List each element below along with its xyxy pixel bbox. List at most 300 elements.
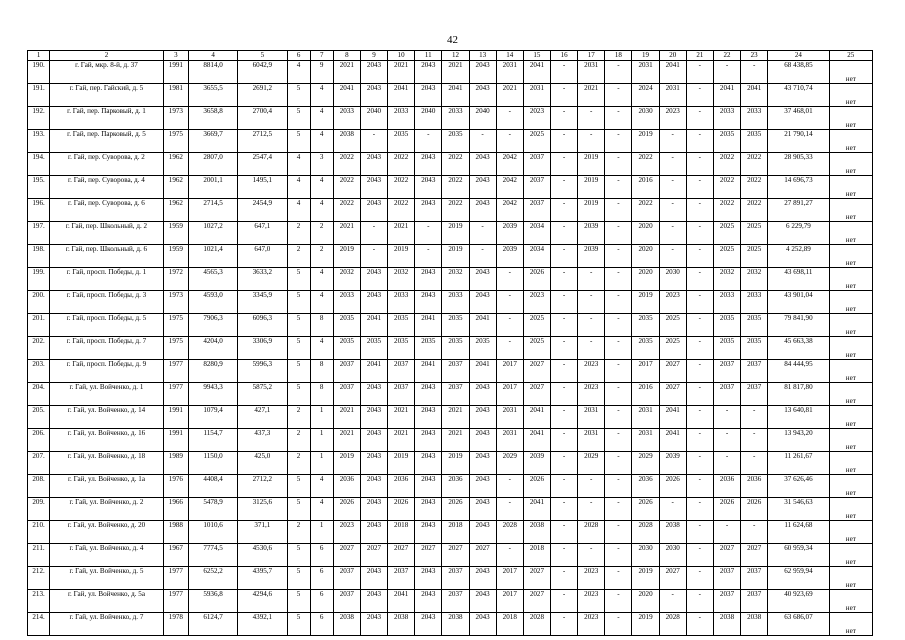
table-cell-col-21: -	[686, 199, 713, 222]
table-cell-col-11: -	[415, 222, 442, 245]
column-number-25: 25	[829, 51, 872, 61]
table-cell-col-23: 2025	[741, 222, 768, 245]
table-cell-col-22: 2035	[713, 130, 740, 153]
table-row	[28, 613, 873, 636]
table-cell-col-12: 2027	[442, 544, 469, 567]
table-cell-col-2: г. Гай, просп. Победы, д. 9	[50, 360, 164, 383]
table-cell-col-2: г. Гай, мкр. 8-й, д. 37	[50, 61, 164, 84]
table-cell-col-15: 2026	[523, 475, 550, 498]
table-cell-col-21: -	[686, 337, 713, 360]
table-cell-col-9: 2043	[360, 590, 387, 613]
table-cell-col-19: 2016	[632, 383, 659, 406]
table-cell-col-3: 1991	[163, 429, 188, 452]
table-cell-col-15: 2041	[523, 429, 550, 452]
table-cell-col-16: -	[551, 222, 578, 245]
table-cell-col-12: 2026	[442, 498, 469, 521]
table-cell-col-6: 5	[287, 544, 310, 567]
table-row	[28, 314, 873, 337]
table-cell-col-2: г. Гай, ул. Войченко, д. 18	[50, 452, 164, 475]
table-cell-col-4: 3655,5	[188, 84, 237, 107]
table-cell-col-21: -	[686, 406, 713, 429]
table-cell-col-2: г. Гай, пер. Гайский, д. 5	[50, 84, 164, 107]
table-cell-col-10: 2021	[388, 429, 415, 452]
table-cell-col-13: 2043	[469, 84, 496, 107]
table-cell-col-24: 4 252,89	[768, 245, 829, 268]
table-cell-col-19: 2020	[632, 268, 659, 291]
table-cell-col-5: 3306,9	[238, 337, 287, 360]
table-cell-col-5: 5996,3	[238, 360, 287, 383]
table-cell-col-21: -	[686, 176, 713, 199]
table-cell-col-13: 2043	[469, 153, 496, 176]
table-cell-col-21: -	[686, 291, 713, 314]
table-cell-col-7: 6	[310, 590, 333, 613]
table-cell-col-8: 2037	[333, 383, 360, 406]
table-cell-col-23: 2037	[741, 590, 768, 613]
table-cell-col-25: нет	[829, 337, 872, 360]
table-cell-col-16: -	[551, 452, 578, 475]
table-cell-col-1: 210.	[28, 521, 50, 544]
table-cell-col-11: 2043	[415, 475, 442, 498]
table-cell-col-14: -	[496, 291, 523, 314]
table-cell-col-16: -	[551, 199, 578, 222]
table-cell-col-8: 2038	[333, 613, 360, 636]
table-cell-col-25: нет	[829, 498, 872, 521]
table-cell-col-1: 206.	[28, 429, 50, 452]
table-cell-col-10: 2027	[388, 544, 415, 567]
table-cell-col-2: г. Гай, пер. Суворова, д. 4	[50, 176, 164, 199]
table-cell-col-17: 2023	[578, 567, 605, 590]
table-cell-col-25: нет	[829, 383, 872, 406]
table-cell-col-23: 2038	[741, 613, 768, 636]
table-cell-col-21: -	[686, 544, 713, 567]
table-cell-col-9: 2043	[360, 521, 387, 544]
table-cell-col-8: 2022	[333, 199, 360, 222]
table-cell-col-10: 2036	[388, 475, 415, 498]
table-cell-col-24: 43 698,11	[768, 268, 829, 291]
table-cell-col-1: 201.	[28, 314, 50, 337]
table-cell-col-12: 2018	[442, 521, 469, 544]
table-cell-col-21: -	[686, 590, 713, 613]
table-cell-col-25: нет	[829, 291, 872, 314]
table-cell-col-3: 1977	[163, 383, 188, 406]
table-cell-col-23: 2027	[741, 544, 768, 567]
table-cell-col-16: -	[551, 383, 578, 406]
table-cell-col-16: -	[551, 544, 578, 567]
table-cell-col-16: -	[551, 291, 578, 314]
table-cell-col-4: 1079,4	[188, 406, 237, 429]
table-cell-col-14: 2017	[496, 590, 523, 613]
table-cell-col-7: 2	[310, 245, 333, 268]
table-cell-col-17: 2029	[578, 452, 605, 475]
table-cell-col-16: -	[551, 360, 578, 383]
table-cell-col-14: 2031	[496, 61, 523, 84]
table-cell-col-7: 2	[310, 222, 333, 245]
table-cell-col-22: -	[713, 521, 740, 544]
table-cell-col-21: -	[686, 383, 713, 406]
table-cell-col-20: 2026	[659, 475, 686, 498]
table-cell-col-4: 6252,2	[188, 567, 237, 590]
table-cell-col-2: г. Гай, пер. Парковый, д. 5	[50, 130, 164, 153]
table-cell-col-21: -	[686, 314, 713, 337]
table-cell-col-22: 2025	[713, 222, 740, 245]
table-row	[28, 268, 873, 291]
table-cell-col-15: 2023	[523, 291, 550, 314]
table-cell-col-1: 192.	[28, 107, 50, 130]
table-cell-col-19: 2036	[632, 475, 659, 498]
table-cell-col-4: 6124,7	[188, 613, 237, 636]
table-cell-col-6: 5	[287, 613, 310, 636]
table-cell-col-12: 2041	[442, 84, 469, 107]
table-cell-col-24: 45 663,38	[768, 337, 829, 360]
table-cell-col-24: 43 901,04	[768, 291, 829, 314]
table-cell-col-13: 2043	[469, 61, 496, 84]
table-cell-col-5: 4294,6	[238, 590, 287, 613]
table-cell-col-25: нет	[829, 130, 872, 153]
table-cell-col-8: 2038	[333, 130, 360, 153]
table-cell-col-1: 199.	[28, 268, 50, 291]
table-cell-col-1: 211.	[28, 544, 50, 567]
table-cell-col-6: 5	[287, 107, 310, 130]
table-cell-col-5: 647,0	[238, 245, 287, 268]
table-row	[28, 475, 873, 498]
table-cell-col-22: 2025	[713, 245, 740, 268]
table-cell-col-25: нет	[829, 567, 872, 590]
table-cell-col-1: 194.	[28, 153, 50, 176]
table-cell-col-10: 2035	[388, 130, 415, 153]
table-cell-col-17: 2039	[578, 222, 605, 245]
table-cell-col-14: -	[496, 268, 523, 291]
table-cell-col-1: 207.	[28, 452, 50, 475]
table-cell-col-16: -	[551, 314, 578, 337]
table-row	[28, 176, 873, 199]
table-cell-col-6: 2	[287, 222, 310, 245]
table-cell-col-19: 2022	[632, 199, 659, 222]
table-cell-col-22: 2032	[713, 268, 740, 291]
table-cell-col-22: -	[713, 406, 740, 429]
table-cell-col-12: 2019	[442, 222, 469, 245]
table-cell-col-16: -	[551, 176, 578, 199]
table-cell-col-15: 2037	[523, 199, 550, 222]
table-cell-col-7: 4	[310, 84, 333, 107]
table-cell-col-16: -	[551, 406, 578, 429]
table-cell-col-23: 2032	[741, 268, 768, 291]
table-cell-col-19: 2031	[632, 406, 659, 429]
table-cell-col-18: -	[605, 360, 632, 383]
table-cell-col-25: нет	[829, 84, 872, 107]
table-cell-col-22: 2041	[713, 84, 740, 107]
table-cell-col-16: -	[551, 498, 578, 521]
table-cell-col-11: 2043	[415, 61, 442, 84]
column-number-7: 7	[310, 51, 333, 61]
housing-registry-table	[27, 50, 873, 636]
table-cell-col-5: 371,1	[238, 521, 287, 544]
table-cell-col-4: 4593,0	[188, 291, 237, 314]
table-cell-col-23: 2035	[741, 314, 768, 337]
table-cell-col-7: 4	[310, 268, 333, 291]
table-cell-col-18: -	[605, 475, 632, 498]
table-row	[28, 107, 873, 130]
table-cell-col-13: 2043	[469, 590, 496, 613]
table-cell-col-19: 2022	[632, 153, 659, 176]
table-cell-col-17: -	[578, 475, 605, 498]
table-cell-col-16: -	[551, 429, 578, 452]
table-cell-col-16: -	[551, 84, 578, 107]
table-cell-col-4: 5478,9	[188, 498, 237, 521]
table-cell-col-14: 2039	[496, 245, 523, 268]
table-cell-col-19: 2019	[632, 291, 659, 314]
table-cell-col-9: 2043	[360, 268, 387, 291]
table-cell-col-18: -	[605, 222, 632, 245]
table-cell-col-24: 40 923,69	[768, 590, 829, 613]
table-cell-col-1: 208.	[28, 475, 50, 498]
table-cell-col-8: 2026	[333, 498, 360, 521]
table-cell-col-20: 2025	[659, 314, 686, 337]
table-cell-col-3: 1975	[163, 130, 188, 153]
column-number-18: 18	[605, 51, 632, 61]
table-row	[28, 153, 873, 176]
table-cell-col-19: 2030	[632, 544, 659, 567]
table-cell-col-3: 1966	[163, 498, 188, 521]
table-cell-col-20: 2031	[659, 84, 686, 107]
table-cell-col-9: 2040	[360, 107, 387, 130]
table-cell-col-10: 2037	[388, 567, 415, 590]
table-cell-col-20: 2038	[659, 521, 686, 544]
table-cell-col-19: 2024	[632, 84, 659, 107]
table-cell-col-20: -	[659, 498, 686, 521]
table-row	[28, 84, 873, 107]
table-cell-col-20: 2023	[659, 107, 686, 130]
table-cell-col-6: 5	[287, 291, 310, 314]
table-cell-col-5: 2547,4	[238, 153, 287, 176]
table-cell-col-19: 2035	[632, 337, 659, 360]
table-cell-col-12: 2033	[442, 107, 469, 130]
table-cell-col-13: 2043	[469, 176, 496, 199]
table-row	[28, 291, 873, 314]
table-cell-col-10: 2022	[388, 176, 415, 199]
table-cell-col-5: 5875,2	[238, 383, 287, 406]
table-cell-col-20: -	[659, 176, 686, 199]
table-cell-col-1: 202.	[28, 337, 50, 360]
table-cell-col-16: -	[551, 613, 578, 636]
table-cell-col-3: 1978	[163, 613, 188, 636]
table-cell-col-21: -	[686, 130, 713, 153]
table-cell-col-14: 2017	[496, 567, 523, 590]
table-cell-col-4: 5936,8	[188, 590, 237, 613]
table-cell-col-6: 2	[287, 521, 310, 544]
table-cell-col-19: 2020	[632, 222, 659, 245]
table-cell-col-1: 203.	[28, 360, 50, 383]
table-cell-col-1: 196.	[28, 199, 50, 222]
table-cell-col-23: 2036	[741, 475, 768, 498]
table-body	[28, 61, 873, 636]
table-cell-col-18: -	[605, 383, 632, 406]
table-cell-col-21: -	[686, 107, 713, 130]
table-cell-col-22: 2035	[713, 337, 740, 360]
table-cell-col-5: 2691,2	[238, 84, 287, 107]
table-cell-col-9: 2043	[360, 498, 387, 521]
table-cell-col-1: 193.	[28, 130, 50, 153]
table-cell-col-10: 2022	[388, 153, 415, 176]
table-cell-col-4: 2001,1	[188, 176, 237, 199]
table-cell-col-10: 2026	[388, 498, 415, 521]
table-cell-col-8: 2035	[333, 314, 360, 337]
table-cell-col-19: 2030	[632, 107, 659, 130]
table-cell-col-11: 2043	[415, 199, 442, 222]
table-cell-col-15: 2039	[523, 452, 550, 475]
table-cell-col-18: -	[605, 130, 632, 153]
table-cell-col-3: 1991	[163, 406, 188, 429]
table-cell-col-1: 198.	[28, 245, 50, 268]
table-cell-col-21: -	[686, 567, 713, 590]
table-cell-col-6: 5	[287, 383, 310, 406]
table-cell-col-11: -	[415, 245, 442, 268]
table-cell-col-24: 14 696,73	[768, 176, 829, 199]
table-cell-col-17: 2031	[578, 61, 605, 84]
table-cell-col-2: г. Гай, пер. Школьный, д. 6	[50, 245, 164, 268]
table-cell-col-9: 2041	[360, 314, 387, 337]
table-cell-col-25: нет	[829, 429, 872, 452]
table-cell-col-22: 2036	[713, 475, 740, 498]
table-cell-col-19: 2017	[632, 360, 659, 383]
table-cell-col-5: 6096,3	[238, 314, 287, 337]
column-number-19: 19	[632, 51, 659, 61]
table-cell-col-24: 63 686,07	[768, 613, 829, 636]
table-cell-col-11: 2043	[415, 84, 442, 107]
table-cell-col-8: 2021	[333, 429, 360, 452]
table-cell-col-11: 2035	[415, 337, 442, 360]
table-cell-col-6: 5	[287, 567, 310, 590]
table-cell-col-3: 1977	[163, 567, 188, 590]
table-cell-col-15: 2041	[523, 498, 550, 521]
table-cell-col-2: г. Гай, ул. Войченко, д. 20	[50, 521, 164, 544]
table-cell-col-1: 213.	[28, 590, 50, 613]
table-cell-col-19: 2031	[632, 61, 659, 84]
table-cell-col-12: 2035	[442, 337, 469, 360]
table-cell-col-23: 2022	[741, 153, 768, 176]
table-cell-col-20: 2041	[659, 429, 686, 452]
table-cell-col-10: 2019	[388, 245, 415, 268]
table-cell-col-22: -	[713, 452, 740, 475]
table-cell-col-2: г. Гай, ул. Войченко, д. 5	[50, 567, 164, 590]
table-cell-col-3: 1962	[163, 176, 188, 199]
table-cell-col-23: 2022	[741, 176, 768, 199]
table-cell-col-6: 5	[287, 84, 310, 107]
table-cell-col-18: -	[605, 84, 632, 107]
table-cell-col-13: 2043	[469, 613, 496, 636]
table-cell-col-8: 2037	[333, 590, 360, 613]
table-cell-col-15: 2034	[523, 222, 550, 245]
table-cell-col-25: нет	[829, 406, 872, 429]
table-cell-col-10: 2033	[388, 291, 415, 314]
table-cell-col-21: -	[686, 613, 713, 636]
table-cell-col-13: 2043	[469, 498, 496, 521]
table-cell-col-25: нет	[829, 61, 872, 84]
table-cell-col-3: 1962	[163, 153, 188, 176]
table-cell-col-21: -	[686, 268, 713, 291]
table-cell-col-9: 2043	[360, 61, 387, 84]
table-cell-col-17: -	[578, 107, 605, 130]
table-cell-col-17: 2021	[578, 84, 605, 107]
table-cell-col-14: -	[496, 107, 523, 130]
table-cell-col-18: -	[605, 153, 632, 176]
table-cell-col-18: -	[605, 107, 632, 130]
table-cell-col-9: 2041	[360, 360, 387, 383]
table-cell-col-14: -	[496, 544, 523, 567]
table-cell-col-4: 1021,4	[188, 245, 237, 268]
table-cell-col-7: 4	[310, 199, 333, 222]
table-cell-col-23: -	[741, 429, 768, 452]
table-cell-col-9: 2043	[360, 383, 387, 406]
table-cell-col-12: 2021	[442, 406, 469, 429]
table-cell-col-17: 2019	[578, 176, 605, 199]
table-cell-col-14: -	[496, 314, 523, 337]
table-cell-col-24: 21 790,14	[768, 130, 829, 153]
table-cell-col-17: 2019	[578, 153, 605, 176]
table-cell-col-20: -	[659, 245, 686, 268]
table-row	[28, 245, 873, 268]
table-cell-col-17: -	[578, 314, 605, 337]
table-cell-col-15: 2018	[523, 544, 550, 567]
table-cell-col-23: -	[741, 452, 768, 475]
table-cell-col-10: 2037	[388, 383, 415, 406]
table-cell-col-7: 1	[310, 406, 333, 429]
table-cell-col-14: -	[496, 475, 523, 498]
table-cell-col-1: 191.	[28, 84, 50, 107]
table-cell-col-5: 4530,6	[238, 544, 287, 567]
table-cell-col-11: 2043	[415, 590, 442, 613]
table-cell-col-6: 4	[287, 153, 310, 176]
table-cell-col-20: 2030	[659, 544, 686, 567]
table-cell-col-25: нет	[829, 544, 872, 567]
table-cell-col-20: 2028	[659, 613, 686, 636]
table-cell-col-12: 2033	[442, 291, 469, 314]
table-cell-col-19: 2035	[632, 314, 659, 337]
table-cell-col-10: 2041	[388, 590, 415, 613]
table-cell-col-23: 2037	[741, 567, 768, 590]
table-cell-col-21: -	[686, 360, 713, 383]
table-cell-col-8: 2036	[333, 475, 360, 498]
column-number-1: 1	[28, 51, 50, 61]
table-cell-col-18: -	[605, 176, 632, 199]
table-cell-col-16: -	[551, 153, 578, 176]
table-cell-col-3: 1967	[163, 544, 188, 567]
table-cell-col-4: 2807,0	[188, 153, 237, 176]
table-cell-col-18: -	[605, 406, 632, 429]
table-cell-col-17: -	[578, 498, 605, 521]
table-cell-col-23: 2025	[741, 245, 768, 268]
table-cell-col-20: -	[659, 130, 686, 153]
table-row	[28, 199, 873, 222]
table-cell-col-24: 31 546,63	[768, 498, 829, 521]
table-cell-col-23: 2037	[741, 383, 768, 406]
table-cell-col-3: 1973	[163, 291, 188, 314]
table-cell-col-12: 2037	[442, 590, 469, 613]
table-cell-col-23: 2022	[741, 199, 768, 222]
table-row	[28, 406, 873, 429]
table-cell-col-6: 5	[287, 130, 310, 153]
table-cell-col-11: 2040	[415, 107, 442, 130]
table-cell-col-9: 2043	[360, 153, 387, 176]
column-number-3: 3	[163, 51, 188, 61]
table-cell-col-5: 3633,2	[238, 268, 287, 291]
table-cell-col-18: -	[605, 245, 632, 268]
table-cell-col-14: 2017	[496, 383, 523, 406]
table-cell-col-4: 4204,0	[188, 337, 237, 360]
table-cell-col-17: -	[578, 337, 605, 360]
table-cell-col-16: -	[551, 107, 578, 130]
table-cell-col-10: 2021	[388, 61, 415, 84]
table-cell-col-23: -	[741, 406, 768, 429]
